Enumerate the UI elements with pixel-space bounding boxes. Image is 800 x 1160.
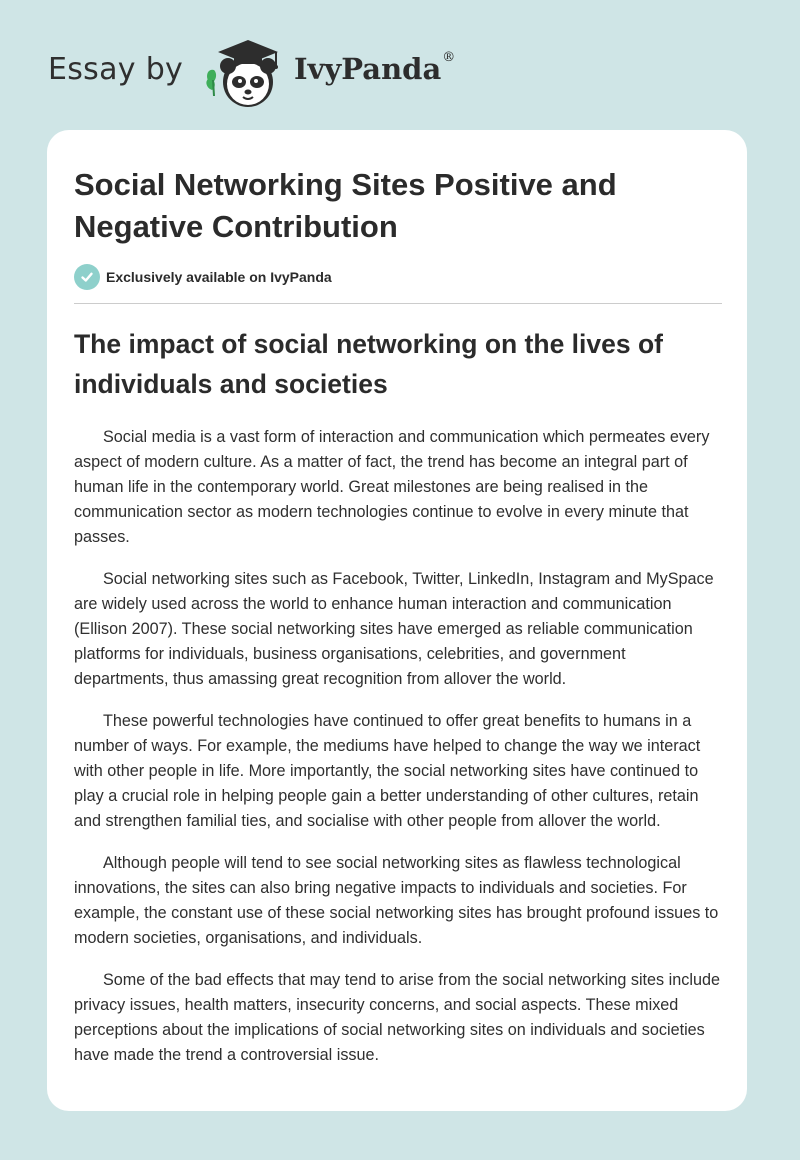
site-header — [48, 32, 508, 112]
exclusive-badge-label: Exclusively available on IvyPanda — [106, 269, 332, 285]
title-divider — [74, 303, 722, 304]
exclusive-badge — [74, 263, 332, 291]
paragraph: Although people will tend to see social networking sites as flawless technological innovations, the sites can also bring negative impacts to individuals and societies. For example, the constant use of these social networking sites has brought profound issues to modern societies, organisations, and individuals. — [74, 854, 719, 947]
check-circle-icon — [74, 264, 100, 290]
paragraph: These powerful technologies have continued to offer great benefits to humans in a number of ways. For example, the mediums have helped to change the way we interact with other people in life. More importantly, the social networking sites have continued to play a crucial role in helping people gain a better understanding of other cultures, retain and strengthen familial ties, and socialise with other people from allover the world. — [74, 712, 701, 830]
registered-mark: ® — [442, 50, 456, 65]
paragraph: Social networking sites such as Facebook, Twitter, LinkedIn, Instagram and MySpace are widely used across the world to enhance human interaction and communication (Ellison 2007). These social networking sites have emerged as reliable communication platforms for individuals, business organisations, celebrities, and government departments, thus amassing great recognition from allover the world. — [74, 570, 714, 688]
essay-by-label: Essay by — [48, 52, 184, 87]
essay-title: Social Networking Sites Positive and Negative Contribution — [74, 167, 617, 244]
paragraph: Social media is a vast form of interaction and communication which permeates every aspect of modern culture. As a matter of fact, the trend has become an integral part of human life in the contemporary world. Great milestones are being realised in the communication sector as modern technologies continue to evolve in every minute that passes. — [74, 428, 710, 546]
essay-card — [47, 130, 747, 1111]
ivypanda-brand-name[interactable]: IvyPanda® — [294, 50, 456, 86]
paragraph: Some of the bad effects that may tend to arise from the social networking sites include privacy issues, health matters, insecurity concerns, and social aspects. These mixed perceptions about the implications of social networking sites on individuals and societies have made the trend a controversial issue. — [74, 971, 720, 1064]
panda-graduate-logo-icon[interactable] — [200, 34, 290, 110]
essay-body — [74, 425, 722, 1085]
section-heading: The impact of social networking on the lives of individuals and societies — [74, 329, 663, 399]
